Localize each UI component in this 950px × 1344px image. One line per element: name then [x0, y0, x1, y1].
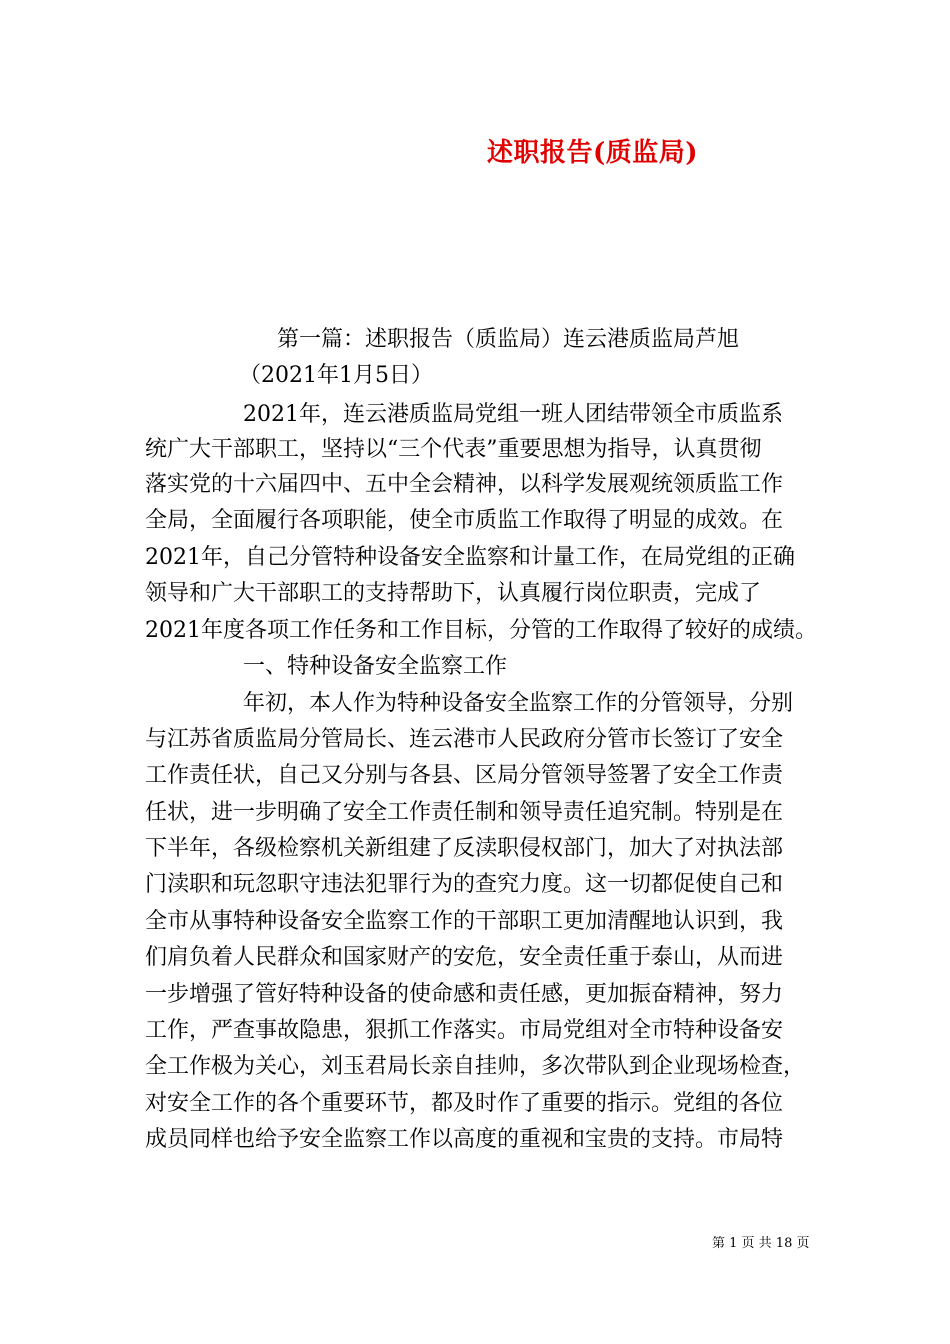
paragraph-line: 领导和广大干部职工的支持帮助下，认真履行岗位职责，完成了: [145, 581, 762, 606]
paragraph-line: 工作责任状，自己又分别与各县、区局分管领导签署了安全工作责: [145, 763, 784, 788]
paragraph-line: 成员同样也给予安全监察工作以高度的重视和宝贵的支持。市局特: [145, 1127, 784, 1152]
paragraph-line: 全局，全面履行各项职能，使全市质监工作取得了明显的成效。在: [145, 508, 784, 533]
document-subtitle: 第一篇：述职报告（质监局）连云港质监局芦旭: [277, 327, 740, 352]
paragraph-line: 全工作极为关心，刘玉君局长亲自挂帅，多次带队到企业现场检查，: [145, 1054, 806, 1079]
document-date: （2021年1月5日）: [239, 363, 433, 388]
paragraph-line: 2021年，自己分管特种设备安全监察和计量工作，在局党组的正确: [145, 545, 795, 570]
paragraph-line: 全市从事特种设备安全监察工作的干部职工更加清醒地认识到，我: [145, 909, 784, 934]
paragraph-line: 落实党的十六届四中、五中全会精神，以科学发展观统领质监工作: [145, 472, 784, 497]
paragraph-line: 工作，严查事故隐患，狠抓工作落实。市局党组对全市特种设备安: [145, 1018, 784, 1043]
paragraph-line: 2021年度各项工作任务和工作目标，分管的工作取得了较好的成绩。: [145, 618, 817, 643]
paragraph-line: 门渎职和玩忽职守违法犯罪行为的查究力度。这一切都促使自己和: [145, 872, 784, 897]
paragraph-line: 们肩负着人民群众和国家财产的安危，安全责任重于泰山，从而进: [145, 945, 784, 970]
paragraph-line: 一步增强了管好特种设备的使命感和责任感，更加振奋精神，努力: [145, 982, 784, 1007]
document-title: 述职报告(质监局): [487, 138, 699, 168]
page-number: 第 1 页 共 18 页: [712, 1236, 810, 1251]
paragraph-line: 任状，进一步明确了安全工作责任制和领导责任追究制。特别是在: [145, 800, 784, 825]
paragraph-line: 年初，本人作为特种设备安全监察工作的分管领导，分别: [243, 691, 794, 716]
paragraph-line: 对安全工作的各个重要环节，都及时作了重要的指示。党组的各位: [145, 1091, 784, 1116]
section-heading: 一、特种设备安全监察工作: [243, 654, 508, 679]
paragraph-line: 下半年，各级检察机关新组建了反渎职侵权部门，加大了对执法部: [145, 836, 784, 861]
paragraph-line: 与江苏省质监局分管局长、连云港市人民政府分管市长签订了安全: [145, 727, 784, 752]
paragraph-line: 2021年，连云港质监局党组一班人团结带领全市质监系: [243, 402, 783, 427]
paragraph-line: 统广大干部职工，坚持以“三个代表”重要思想为指导，认真贯彻: [145, 437, 762, 462]
